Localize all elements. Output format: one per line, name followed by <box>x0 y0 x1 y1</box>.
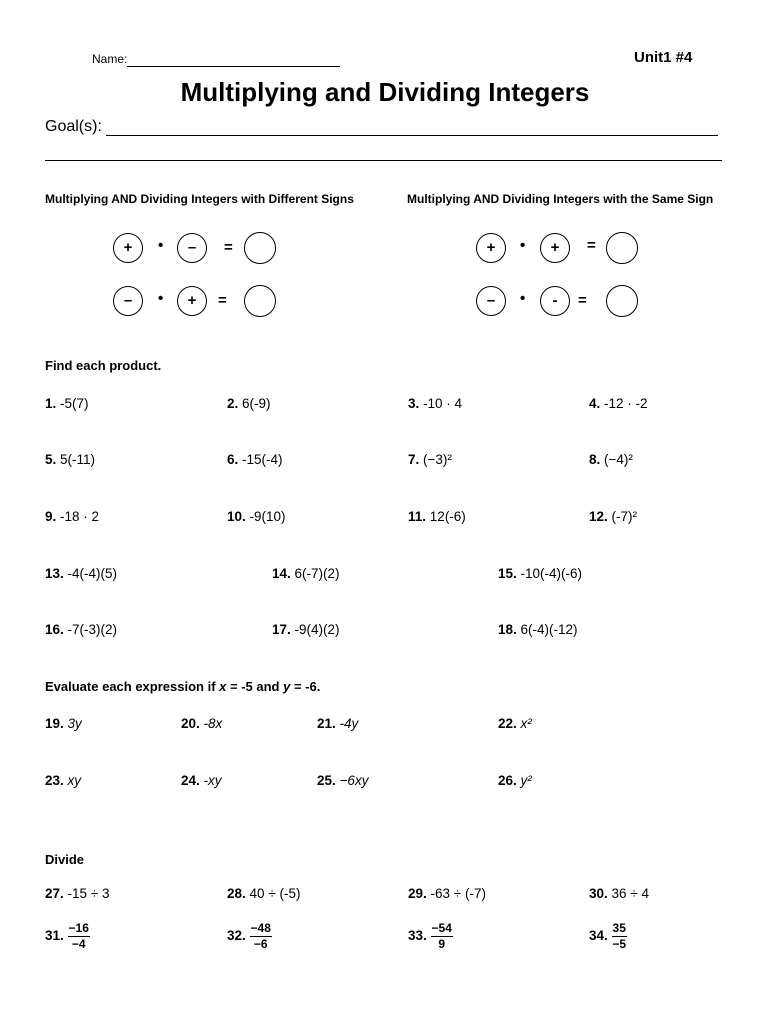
equals-sign: = <box>218 292 227 309</box>
problem-5: 5. 5(-11) <box>45 452 96 467</box>
problem-33: 33. $\frac{-54}{9}$ <box>408 921 452 951</box>
sign-circle-plus: + <box>113 233 143 263</box>
problem-9: 9. -18 · 2 <box>45 509 100 524</box>
problem-18: 18. 6(-4)(-12) <box>498 622 578 637</box>
answer-circle[interactable] <box>244 285 276 317</box>
problem-16: 16. -7(-3)(2) <box>45 622 118 637</box>
dot-operator: • <box>158 290 164 307</box>
find-product-heading: Find each product. <box>45 358 162 373</box>
fraction: $\frac{-16}{-4}$ <box>68 921 89 951</box>
problem-20: 20. -8x <box>181 716 223 731</box>
problem-4: 4. -12 · -2 <box>589 396 648 411</box>
problem-6: 6. -15(-4) <box>227 452 283 467</box>
problem-1: 1. -5(7) <box>45 396 89 411</box>
evaluate-heading: Evaluate each expression if x = -5 and y = -6. <box>45 679 321 694</box>
problem-19: 19. 3y <box>45 716 82 731</box>
equals-sign: = <box>587 237 596 254</box>
same-sign-heading: Multiplying AND Dividing Integers with the Same Sign <box>407 192 714 206</box>
problem-24: 24. -xy <box>181 773 222 788</box>
problem-29: 29. -63 ÷ (-7) <box>408 886 486 901</box>
goal-line-2[interactable] <box>45 160 722 161</box>
divide-heading: Divide <box>45 852 85 867</box>
problem-12: 12. (-7)² <box>589 509 638 524</box>
problem-13: 13. -4(-4)(5) <box>45 566 118 581</box>
problem-34: 34. $\frac{35}{-5}$ <box>589 921 627 951</box>
fraction: $\frac{35}{-5}$ <box>612 921 627 951</box>
problem-32: 32. $\frac{-48}{-6}$ <box>227 921 271 951</box>
unit-label: Unit1 #4 <box>634 49 693 66</box>
problem-8: 8. (−4)² <box>589 452 633 467</box>
different-signs-heading: Multiplying AND Dividing Integers with Different Signs <box>45 192 354 206</box>
answer-circle[interactable] <box>606 232 638 264</box>
dot-operator: • <box>520 290 526 307</box>
equals-sign: = <box>578 292 587 309</box>
problem-26: 26. y² <box>498 773 532 788</box>
goal-line-1[interactable] <box>106 135 718 136</box>
problem-23: 23. xy <box>45 773 82 788</box>
sign-circle-plus: + <box>476 233 506 263</box>
fraction: $\frac{-54}{9}$ <box>431 921 452 951</box>
problem-14: 14. 6(-7)(2) <box>272 566 340 581</box>
problem-28: 28. 40 ÷ (-5) <box>227 886 301 901</box>
problem-21: 21. -4y <box>317 716 359 731</box>
problem-11: 11. 12(-6) <box>408 509 466 524</box>
goal-label: Goal(s): <box>45 118 102 135</box>
problem-2: 2. 6(-9) <box>227 396 271 411</box>
answer-circle[interactable] <box>606 285 638 317</box>
sign-circle-plus: + <box>540 233 570 263</box>
problem-27: 27. -15 ÷ 3 <box>45 886 110 901</box>
sign-circle-minus: - <box>540 286 570 316</box>
problem-15: 15. -10(-4)(-6) <box>498 566 583 581</box>
problem-17: 17. -9(4)(2) <box>272 622 340 637</box>
problem-10: 10. -9(10) <box>227 509 286 524</box>
sign-circle-minus: – <box>113 286 143 316</box>
sign-circle-minus: – <box>476 286 506 316</box>
problem-3: 3. -10 · 4 <box>408 396 463 411</box>
equals-sign: = <box>224 239 233 256</box>
problem-22: 22. x² <box>498 716 532 731</box>
name-line[interactable] <box>127 66 340 67</box>
dot-operator: • <box>158 237 164 254</box>
answer-circle[interactable] <box>244 232 276 264</box>
page-title: Multiplying and Dividing Integers <box>180 77 590 107</box>
problem-25: 25. −6xy <box>317 773 369 788</box>
sign-circle-plus: + <box>177 286 207 316</box>
fraction: $\frac{-48}{-6}$ <box>250 921 271 951</box>
problem-7: 7. (−3)² <box>408 452 452 467</box>
sign-circle-minus: – <box>177 233 207 263</box>
name-label: Name: <box>92 52 128 66</box>
problem-31: 31. $\frac{-16}{-4}$ <box>45 921 89 951</box>
dot-operator: • <box>520 237 526 254</box>
problem-30: 30. 36 ÷ 4 <box>589 886 649 901</box>
